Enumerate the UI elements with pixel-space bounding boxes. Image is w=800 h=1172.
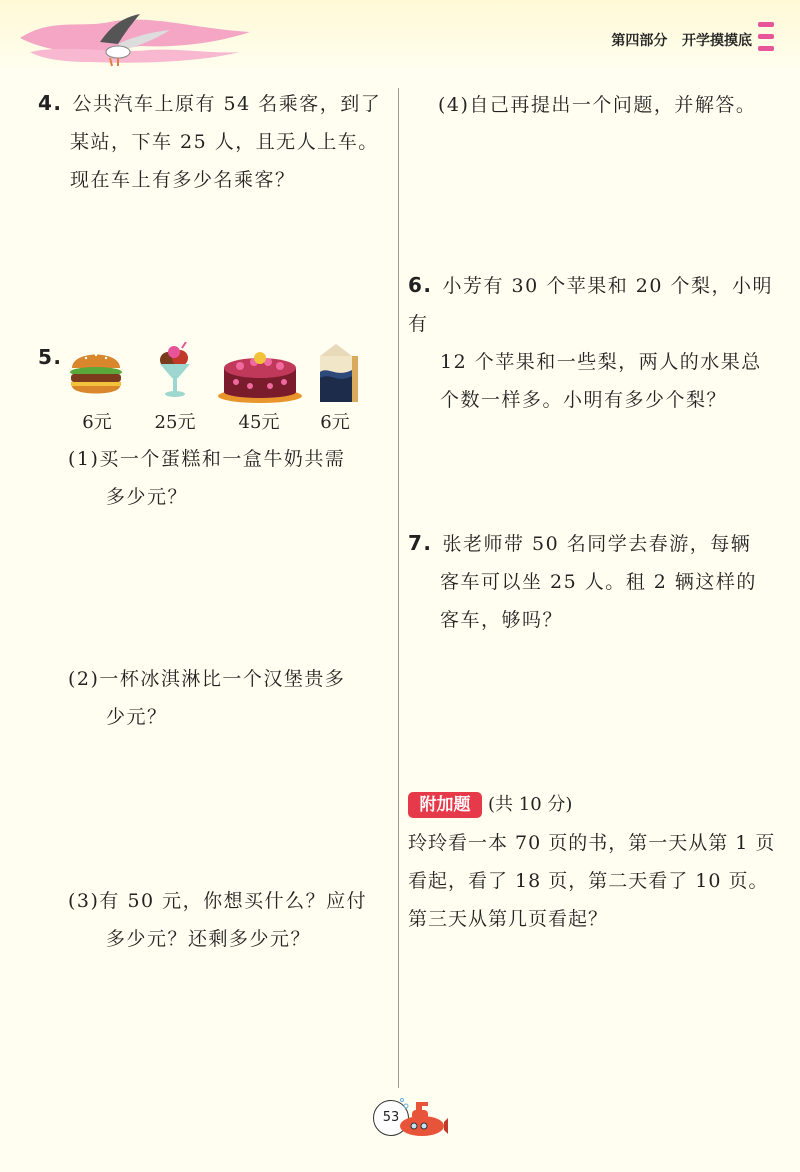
ice-cream-icon <box>152 342 198 402</box>
question-line: 第三天从第几页看起？ <box>408 908 609 930</box>
question-line: 客车可以坐 25 人。租 2 辆这样的 <box>440 571 757 593</box>
question-line: (2)一杯冰淇淋比一个汉堡贵多 <box>68 668 346 690</box>
column-divider <box>398 88 399 1088</box>
price-label: 45元 <box>238 412 280 433</box>
question-line: (4)自己再提出一个问题，并解答。 <box>438 94 757 116</box>
bonus-score: (共 10 分) <box>488 794 573 815</box>
corner-stripes-decoration <box>756 18 776 58</box>
question-line: 看起，看了 18 页，第二天看了 10 页。 <box>408 870 769 892</box>
question-5-part-4 <box>438 86 788 124</box>
section-part: 第四部分 <box>611 33 668 49</box>
question-number: 4. <box>38 91 63 115</box>
question-7 <box>408 524 793 639</box>
question-5-part-1 <box>68 440 388 516</box>
question-line: 现在车上有多少名乘客？ <box>70 169 296 191</box>
bonus-question-tag: 附加题 <box>408 792 482 818</box>
question-line: 少元？ <box>106 706 168 728</box>
question-line: 12 个苹果和一些梨，两人的水果总 <box>440 351 762 373</box>
question-line: (3)有 50 元，你想买什么？应付 <box>68 890 368 912</box>
bonus-question <box>408 824 796 938</box>
question-line: 多少元？ <box>106 486 189 508</box>
price-label: 25元 <box>154 412 196 433</box>
price-label: 6元 <box>320 412 350 433</box>
section-title <box>611 30 752 50</box>
food-price-row <box>60 342 380 437</box>
question-line: 个数一样多。小明有多少个梨？ <box>440 389 728 411</box>
question-6 <box>408 266 793 419</box>
question-number: 6. <box>408 273 433 297</box>
question-line: (1)买一个蛋糕和一盒牛奶共需 <box>68 448 346 470</box>
page-number: 53 <box>373 1100 409 1136</box>
milk-carton-icon <box>312 342 360 406</box>
question-line: 某站，下车 25 人，且无人上车。 <box>70 131 379 153</box>
question-line: 张老师带 50 名同学去春游，每辆 <box>442 533 752 555</box>
question-line: 多少元？还剩多少元？ <box>106 928 312 950</box>
cake-icon <box>216 342 304 404</box>
seagull-cloud-decoration <box>20 8 260 78</box>
question-line: 小芳有 30 个苹果和 20 个梨，小明有 <box>408 275 774 335</box>
section-name: 开学摸摸底 <box>682 33 752 49</box>
question-line: 玲玲看一本 70 页的书，第一天从第 1 页 <box>408 832 776 854</box>
question-number: 7. <box>408 531 433 555</box>
hamburger-icon <box>66 342 126 402</box>
question-line: 客车，够吗？ <box>440 609 564 631</box>
submarine-icon <box>396 1098 448 1142</box>
price-label: 6元 <box>82 412 112 433</box>
question-5-part-3 <box>68 882 388 958</box>
question-4 <box>38 84 388 199</box>
question-5-part-2 <box>68 660 388 736</box>
question-number: 5. <box>38 345 63 369</box>
question-line: 公共汽车上原有 54 名乘客，到了 <box>72 93 382 115</box>
